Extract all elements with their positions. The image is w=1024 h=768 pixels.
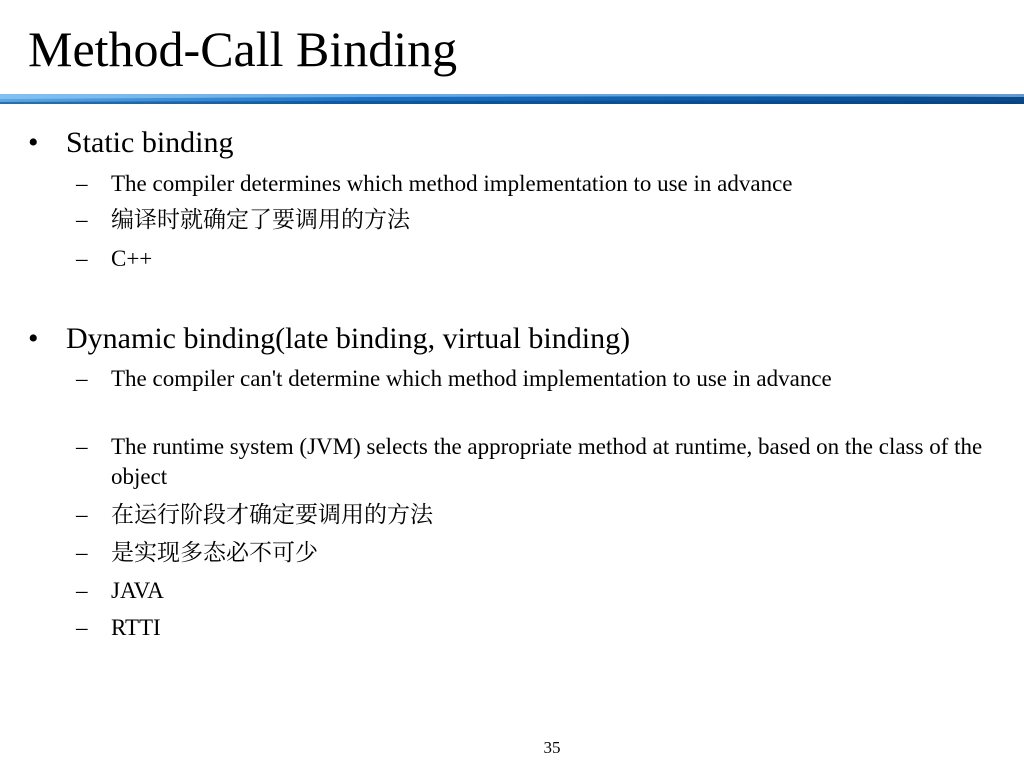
sub-item-text: The runtime system (JVM) selects the appropriate method at runtime, based on the class of the object [111,434,983,489]
sub-item [76,613,1006,643]
dash-marker: – [76,207,88,232]
dash-marker: – [76,366,88,391]
sub-item [76,364,1006,394]
bullet-marker: • [28,126,39,159]
sub-item-text: C++ [111,246,153,271]
sub-item [76,500,1006,530]
dash-marker: – [76,502,88,527]
sub-item-text: 在运行阶段才确定要调用的方法 [111,502,433,527]
bullet-heading: Dynamic binding(late binding, virtual binding) [66,322,631,355]
sub-item-text: 是实现多态必不可少 [111,540,318,565]
sub-item [76,244,1006,274]
page-number: 35 [543,738,561,757]
dash-marker: – [76,246,88,271]
bullet-marker: • [28,322,39,355]
sub-item-text: JAVA [111,578,164,603]
bullet-heading: Static binding [66,126,234,159]
sub-item [76,538,1006,568]
dash-marker: – [76,615,88,640]
sub-item [76,169,1006,199]
slide-title: Method-Call Binding [28,21,458,77]
sub-item-text: The compiler determines which method implementation to use in advance [111,171,793,196]
sub-item-text: The compiler can't determine which method implementation to use in advance [111,366,832,391]
dash-marker: – [76,540,88,565]
dash-marker: – [76,578,88,603]
sub-item [76,432,1006,492]
sub-item [76,576,1006,606]
sub-item-text: 编译时就确定了要调用的方法 [111,207,410,232]
dash-marker: – [76,171,88,196]
sub-item-text: RTTI [111,615,161,640]
dash-marker: – [76,434,88,459]
sub-item [76,205,1006,235]
